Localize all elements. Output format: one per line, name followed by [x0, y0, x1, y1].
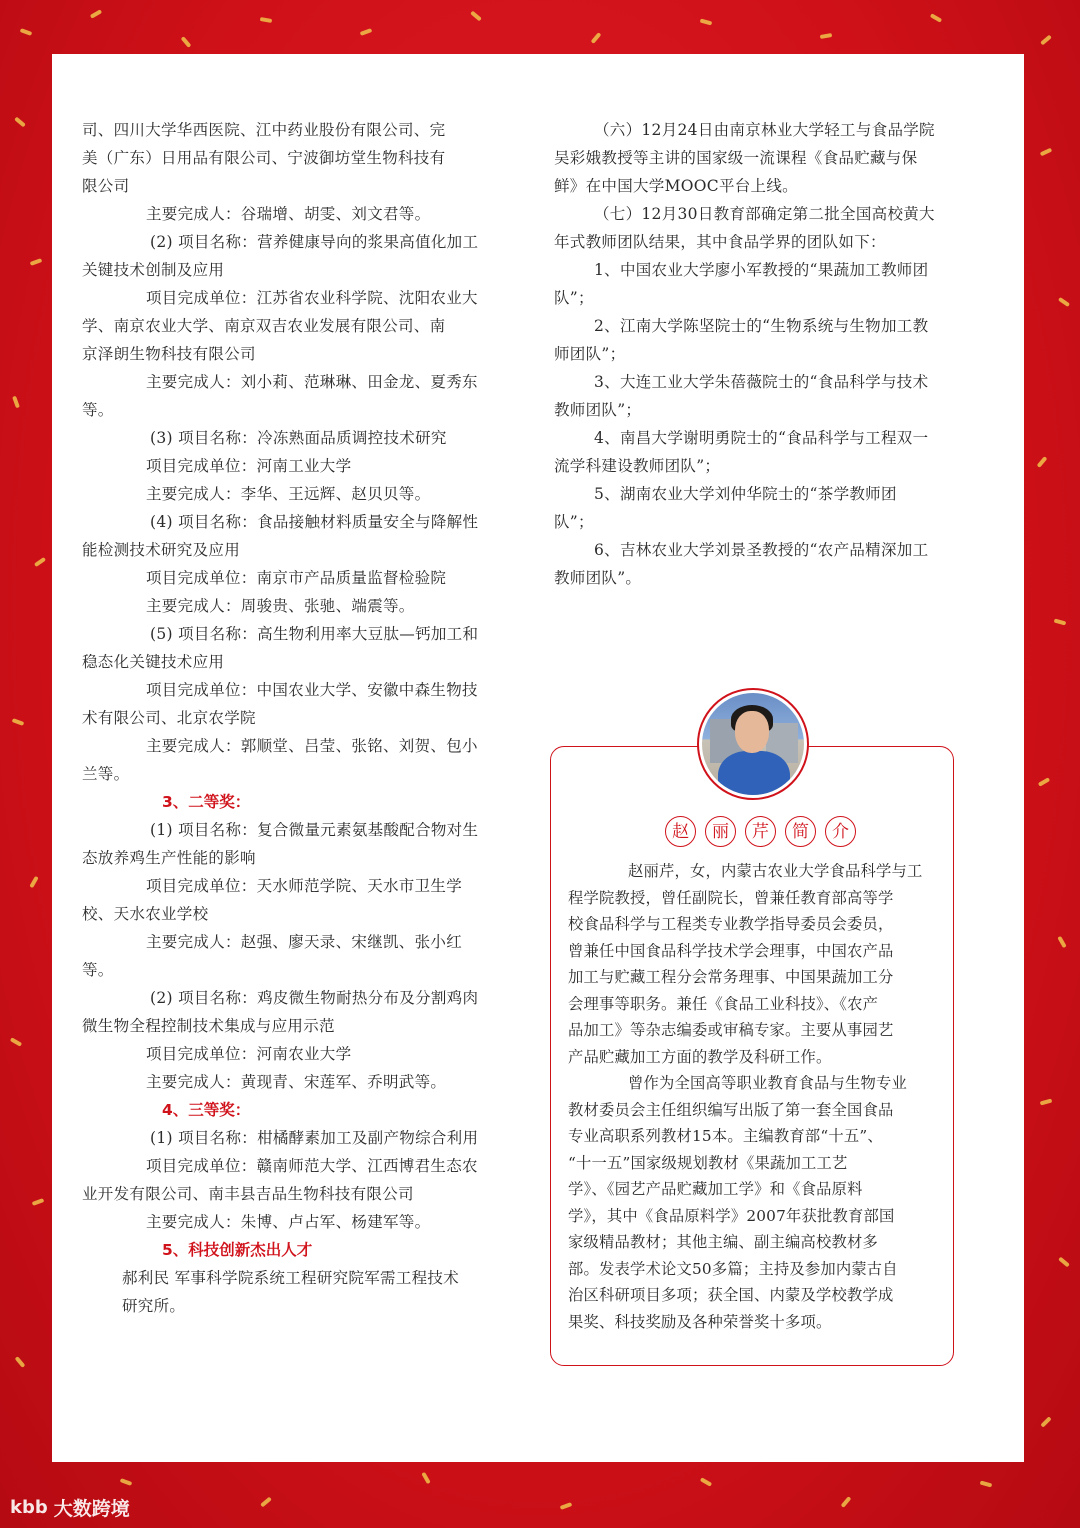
text-line: 关键技术创制及应用 [82, 261, 225, 279]
text-line: 流学科建设教师团队”； [554, 457, 721, 475]
text-line: 主要完成人：郭顺堂、吕莹、张铭、刘贺、包小 [146, 737, 478, 755]
text-line: 主要完成人：黄现青、宋莲军、乔明武等。 [146, 1073, 447, 1091]
profile-line: 产品贮藏加工方面的教学及科研工作。 [568, 1047, 832, 1066]
text-line: 项目完成单位：河南工业大学 [146, 457, 352, 475]
text-line: 郝利民 军事科学院系统工程研究院军需工程技术 [122, 1269, 460, 1287]
section-heading: 5、科技创新杰出人才 [162, 1241, 313, 1259]
text-line: (3) 项目名称：冷冻熟面品质调控技术研究 [150, 429, 447, 447]
brand-text: 大数跨境 [53, 1498, 130, 1520]
text-line: 主要完成人：周骏贵、张驰、端震等。 [146, 597, 415, 615]
text-line: 4、南昌大学谢明勇院士的“食品科学与工程双一 [594, 429, 929, 447]
text-line: 美（广东）日用品有限公司、宁波御坊堂生物科技有 [82, 149, 446, 167]
avatar [697, 688, 809, 800]
watermark-logo [10, 1494, 130, 1521]
text-line: 吴彩娥教授等主讲的国家级一流课程《食品贮藏与保 [554, 149, 918, 167]
title-char: 芹 [745, 816, 776, 847]
text-line: (2) 项目名称：鸡皮微生物耐热分布及分割鸡肉 [150, 989, 479, 1007]
text-line: 项目完成单位：天水师范学院、天水市卫生学 [146, 877, 463, 895]
profile-line: 曾作为全国高等职业教育食品与生物专业 [628, 1074, 907, 1092]
text-line: 主要完成人：朱博、卢占军、杨建军等。 [146, 1213, 431, 1231]
text-line: 学、南京农业大学、南京双吉农业发展有限公司、南 [82, 317, 446, 335]
text-line: 主要完成人：李华、王远辉、赵贝贝等。 [146, 485, 431, 503]
text-line: 等。 [82, 961, 114, 979]
text-line: （六）12月24日由南京林业大学轻工与食品学院 [594, 121, 935, 139]
profile-line: 会理事等职务。兼任《食品工业科技》、《农产 [568, 994, 879, 1013]
text-line: 态放养鸡生产性能的影响 [82, 849, 256, 867]
text-line: 项目完成单位：河南农业大学 [146, 1045, 352, 1063]
text-line: 鲜》在中国大学MOOC平台上线。 [554, 177, 798, 195]
profile-line: 程学院教授，曾任副院长，曾兼任教育部高等学 [568, 888, 894, 907]
text-line: 兰等。 [82, 765, 130, 783]
profile-title [665, 816, 856, 847]
text-line: 2、江南大学陈坚院士的“生物系统与生物加工教 [594, 317, 929, 335]
text-line: 1、中国农业大学廖小军教授的“果蔬加工教师团 [594, 261, 929, 279]
text-line: 队”； [554, 513, 594, 531]
title-char: 介 [825, 816, 856, 847]
text-line: 主要完成人：刘小莉、范琳琳、田金龙、夏秀东 [146, 373, 478, 391]
text-line: （七）12月30日教育部确定第二批全国高校黄大 [594, 205, 935, 223]
text-line: 年式教师团队结果，其中食品学界的团队如下： [554, 233, 886, 251]
text-line: 教师团队”； [554, 401, 642, 419]
text-line: 校、天水农业学校 [82, 905, 209, 923]
text-line: 业开发有限公司、南丰县吉品生物科技有限公司 [82, 1185, 414, 1203]
profile-line: 学》、《园艺产品贮藏加工学》和《食品原料 [568, 1180, 863, 1198]
profile-line: 学》，其中《食品原料学》2007年获批教育部国 [568, 1206, 895, 1225]
text-line: 3、大连工业大学朱蓓薇院士的“食品科学与技术 [594, 373, 929, 391]
text-line: (1) 项目名称：柑橘酵素加工及副产物综合利用 [150, 1129, 479, 1147]
profile-line: 专业高职系列教材15本。主编教育部“十五”、 [568, 1127, 883, 1145]
profile-line: “十一五”国家级规划教材《果蔬加工工艺 [568, 1153, 848, 1172]
profile-line: 教材委员会主任组织编写出版了第一套全国食品 [568, 1100, 894, 1119]
section-heading: 3、二等奖： [162, 793, 251, 811]
text-line: (1) 项目名称：复合微量元素氨基酸配合物对生 [150, 821, 479, 839]
profile-line: 加工与贮藏工程分会常务理事、中国果蔬加工分 [568, 968, 894, 986]
profile-line: 曾兼任中国食品科学技术学会理事，中国农产品 [568, 941, 894, 960]
text-line: 主要完成人：赵强、廖天录、宋继凯、张小红 [146, 933, 463, 951]
profile-text [568, 858, 938, 1335]
text-line: (4) 项目名称：食品接触材料质量安全与降解性 [150, 513, 479, 531]
profile-line: 赵丽芹，女，内蒙古农业大学食品科学与工 [628, 862, 923, 880]
section-heading: 4、三等奖： [162, 1101, 251, 1119]
text-line: 微生物全程控制技术集成与应用示范 [82, 1017, 335, 1035]
portrait-photo [702, 693, 804, 795]
text-line: 队”； [554, 289, 594, 307]
profile-line: 校食品科学与工程类专业教学指导委员会委员， [568, 915, 894, 933]
text-line: 研究所。 [122, 1297, 186, 1315]
text-line: 京泽朗生物科技有限公司 [82, 345, 256, 363]
text-line: 6、吉林农业大学刘景圣教授的“农产品精深加工 [594, 541, 929, 559]
profile-line: 品加工》等杂志编委或审稿专家。主要从事园艺 [568, 1021, 894, 1039]
right-column [554, 116, 954, 592]
left-column [82, 116, 528, 1320]
text-line: 项目完成单位：江苏省农业科学院、沈阳农业大 [146, 289, 478, 307]
text-line: 能检测技术研究及应用 [82, 541, 241, 559]
text-line: 稳态化关键技术应用 [82, 653, 225, 671]
text-line: 术有限公司、北京农学院 [82, 709, 256, 727]
title-char: 赵 [665, 816, 696, 847]
profile-line: 部。发表学术论文50多篇；主持及参加内蒙古自 [568, 1259, 898, 1278]
profile-line: 果奖、科技奖励及各种荣誉奖十多项。 [568, 1312, 832, 1331]
text-line: 等。 [82, 401, 114, 419]
text-line: 主要完成人：谷瑞增、胡雯、刘文君等。 [146, 205, 431, 223]
text-line: 项目完成单位：赣南师范大学、江西博君生态农 [146, 1157, 478, 1175]
text-line: 项目完成单位：中国农业大学、安徽中森生物技 [146, 681, 478, 699]
text-line: 项目完成单位：南京市产品质量监督检验院 [146, 569, 447, 587]
text-line: (2) 项目名称：营养健康导向的浆果高值化加工 [150, 233, 479, 251]
profile-line: 治区科研项目多项；获全国、内蒙及学校教学成 [568, 1286, 894, 1304]
title-char: 简 [785, 816, 816, 847]
text-line: 5、湖南农业大学刘仲华院士的“茶学教师团 [594, 485, 897, 503]
profile-line: 家级精品教材；其他主编、副主编高校教材多 [568, 1233, 878, 1251]
brand-icon: kbb [10, 1497, 48, 1518]
text-line: 司、四川大学华西医院、江中药业股份有限公司、完 [82, 121, 446, 139]
text-line: 教师团队”。 [554, 569, 642, 587]
text-line: 限公司 [82, 177, 130, 195]
title-char: 丽 [705, 816, 736, 847]
text-line: (5) 项目名称：高生物利用率大豆肽—钙加工和 [150, 625, 479, 643]
text-line: 师团队”； [554, 345, 626, 363]
